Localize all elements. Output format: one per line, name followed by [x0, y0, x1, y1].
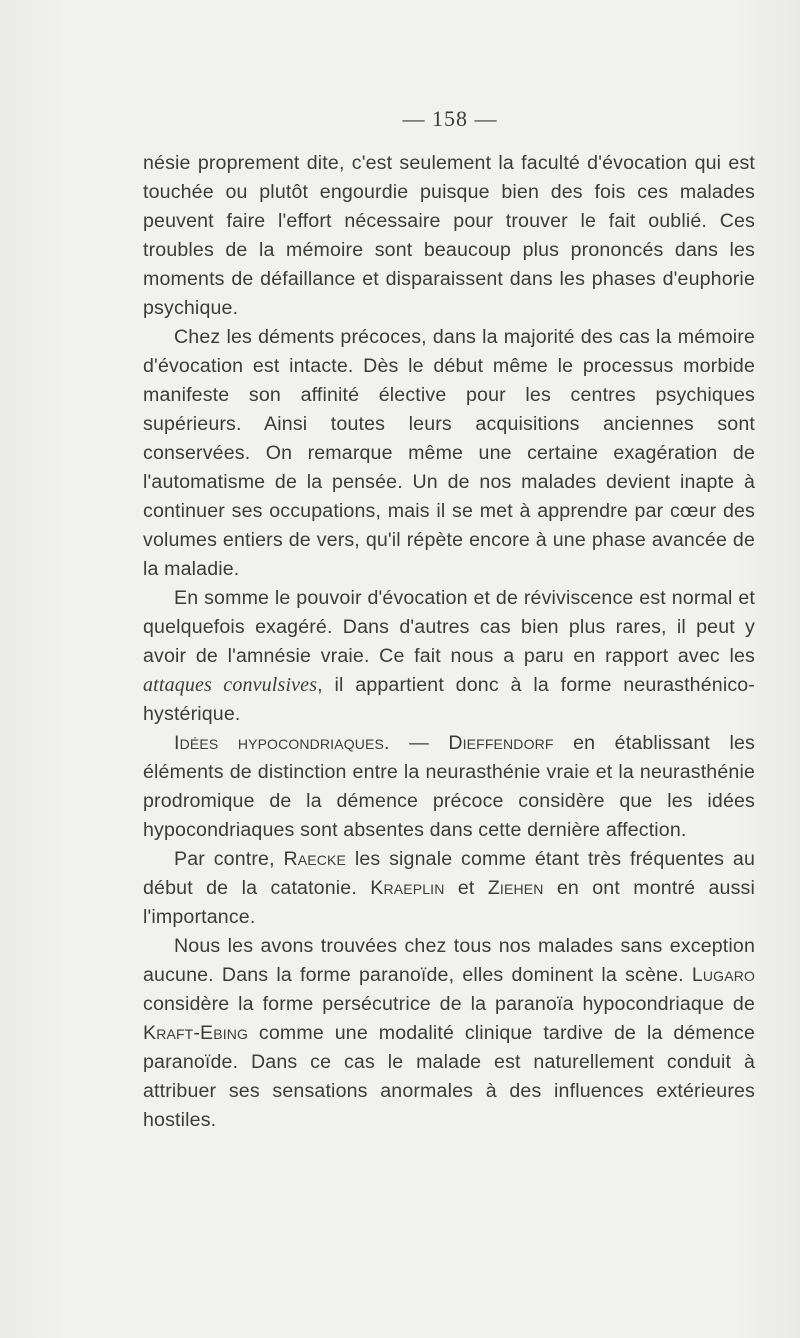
text-run: En somme le pouvoir d'évocation et de réviviscence est normal et quelquefois exagéré. Dans d'autres cas bien plus rares, il peut y avoir de l'amnésie vraie. Ce fait nous a paru en rapport avec les: [143, 587, 755, 667]
text-run: en ont montré aussi l'importance.: [143, 877, 755, 928]
text-run: Nous les avons trouvées chez tous nos malades sans exception aucune. Dans la forme paranoïde, elles dominent la scène.: [143, 935, 755, 986]
text-run: comme une modalité clinique tardive de la démence paranoïde. Dans ce cas le malade est naturellement conduit à attribuer ses sensations anormales à des influences extérieures hostiles.: [143, 1022, 755, 1131]
text-run: en établissant les éléments de distinction entre la neurasthénie vraie et la neurasthénie prodromique de la démence précoce considère que les idées hypocondriaques sont absentes dans cette dernière affection.: [143, 732, 755, 841]
italic-term: attaques convulsives: [143, 674, 318, 696]
paragraph: [143, 729, 755, 845]
author-name: Dieffendorf: [448, 732, 554, 754]
section-heading: Idées hypocondriaques.: [174, 732, 390, 754]
paragraph: [143, 149, 755, 323]
text-run: les signale comme étant très fréquentes au début de la catatonie.: [143, 848, 755, 899]
author-name: Kraeplin: [370, 877, 445, 899]
page-number: — 158 —: [402, 106, 498, 131]
text-run: Par contre,: [174, 848, 284, 870]
paragraph: [143, 584, 755, 729]
text-run: nésie proprement dite, c'est seulement la faculté d'évocation qui est touchée ou plutôt engourdie puisque bien des fois ces malades peuvent faire l'effort nécessaire pour trouver le fait oublié. Ces troubles de la mémoire sont beaucoup plus prononcés dans les moments de défaillance et disparaissent dans les phases d'euphorie psychique.: [143, 152, 755, 319]
body-text: [143, 149, 755, 1135]
author-name: Lugaro: [691, 964, 755, 986]
author-name: Ziehen: [487, 877, 544, 899]
author-name: Raecke: [283, 848, 347, 870]
paragraph: [143, 932, 755, 1135]
text-run: considère la forme persécutrice de la paranoïa hypocondriaque de: [143, 993, 755, 1015]
author-name: Kraft-Ebing: [143, 1022, 249, 1044]
text-run: —: [389, 732, 449, 754]
paragraph: [143, 845, 755, 932]
text-run: et: [444, 877, 488, 899]
text-run: Chez les déments précoces, dans la majorité des cas la mémoire d'évocation est intacte. Dès le début même le processus morbide manifeste son affinité élective pour les centres psychiques supérieurs. Ainsi toutes leurs acquisitions anciennes sont conservées. On remarque même une certaine exagération de l'automatisme de la pensée. Un de nos malades devient inapte à continuer ses occupations, mais il se met à apprendre par cœur des volumes entiers de vers, qu'il répète encore à une phase avancée de la maladie.: [143, 326, 755, 580]
text-run: , il appartient donc à la forme neurasthénico-hystérique.: [143, 674, 755, 725]
paragraph: [143, 323, 755, 584]
